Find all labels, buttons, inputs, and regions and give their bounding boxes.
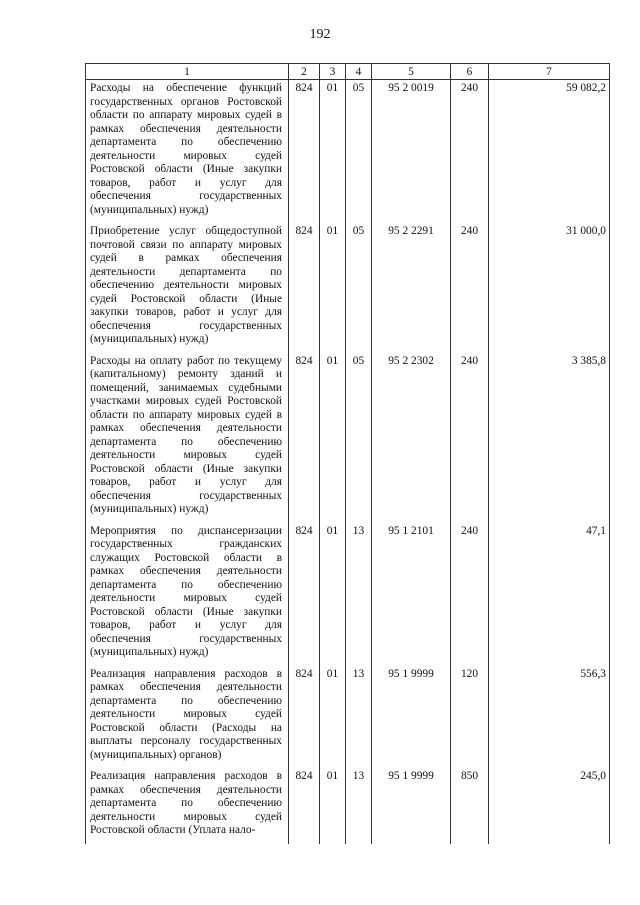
column-header-6: 6: [451, 64, 489, 80]
row-ministry-code: 824: [289, 768, 320, 844]
row-section-code: 01: [320, 523, 346, 666]
row-target-code: 95 1 9999: [372, 666, 451, 769]
table-row: [86, 768, 610, 844]
row-description: Реализация направления расходов в рамках обеспечения деятельности департамента по обеспечению деятельности мировых судей Ростовской области (Уплата нало-: [86, 768, 289, 844]
row-subsection-code: 13: [346, 523, 372, 666]
table-row: [86, 523, 610, 666]
row-expense-type-code: 240: [451, 523, 489, 666]
row-target-code: 95 1 2101: [372, 523, 451, 666]
row-amount: 31 000,0: [489, 223, 610, 353]
page-number: 192: [309, 27, 331, 42]
row-amount: 47,1: [489, 523, 610, 666]
row-target-code: 95 2 2302: [372, 353, 451, 523]
table-row: [86, 80, 610, 224]
column-header-3: 3: [320, 64, 346, 80]
row-amount: 59 082,2: [489, 80, 610, 224]
row-description: Расходы на обеспечение функций государственных органов Ростовской области по аппарату мировых судей в рамках обеспечения деятельности департамента по обеспечению деятельности мировых судей Ростовской области (Иные закупки товаров, работ и услуг для обеспечения государственных (муниципальных) нужд): [86, 80, 289, 224]
row-expense-type-code: 240: [451, 223, 489, 353]
row-description: Мероприятия по диспансеризации государственных гражданских служащих Ростовской области в рамках обеспечения деятельности департамента по обеспечению деятельности мировых судей Ростовской области (Иные закупки товаров, работ и услуг для обеспечения государственных (муниципальных) нужд): [86, 523, 289, 666]
row-expense-type-code: 120: [451, 666, 489, 769]
row-target-code: 95 1 9999: [372, 768, 451, 844]
table-row: [86, 223, 610, 353]
row-expense-type-code: 850: [451, 768, 489, 844]
row-amount: 245,0: [489, 768, 610, 844]
row-section-code: 01: [320, 80, 346, 224]
row-ministry-code: 824: [289, 353, 320, 523]
row-subsection-code: 05: [346, 80, 372, 224]
column-header-1: 1: [86, 64, 289, 80]
row-section-code: 01: [320, 353, 346, 523]
header-row: [86, 64, 610, 80]
row-ministry-code: 824: [289, 666, 320, 769]
row-subsection-code: 05: [346, 353, 372, 523]
row-subsection-code: 05: [346, 223, 372, 353]
row-description: Приобретение услуг общедоступной почтовой связи по аппарату мировых судей в рамках обеспечения деятельности департамента по обеспечению деятельности мировых судей Ростовской области (Иные закупки товаров, работ и услуг для обеспечения государственных (муниципальных) нужд): [86, 223, 289, 353]
row-amount: 3 385,8: [489, 353, 610, 523]
row-ministry-code: 824: [289, 80, 320, 224]
row-section-code: 01: [320, 666, 346, 769]
row-target-code: 95 2 2291: [372, 223, 451, 353]
row-expense-type-code: 240: [451, 353, 489, 523]
row-section-code: 01: [320, 768, 346, 844]
column-header-4: 4: [346, 64, 372, 80]
column-header-2: 2: [289, 64, 320, 80]
column-header-5: 5: [372, 64, 451, 80]
row-description: Реализация направления расходов в рамках обеспечения деятельности департамента по обеспечению деятельности мировых судей Ростовской области (Расходы на выплаты персоналу государственных (муниципальных) органов): [86, 666, 289, 769]
row-subsection-code: 13: [346, 768, 372, 844]
row-description: Расходы на оплату работ по текущему (капитальному) ремонту зданий и помещений, занимаемых судебными участками мировых судей Ростовской области по аппарату мировых судей в рамках обеспечения деятельности департамента по обеспечению деятельности мировых судей Ростовской области (Иные закупки товаров, работ и услуг для обеспечения государственных (муниципальных) нужд): [86, 353, 289, 523]
row-subsection-code: 13: [346, 666, 372, 769]
row-ministry-code: 824: [289, 523, 320, 666]
table-row: [86, 666, 610, 769]
row-ministry-code: 824: [289, 223, 320, 353]
row-target-code: 95 2 0019: [372, 80, 451, 224]
row-amount: 556,3: [489, 666, 610, 769]
row-expense-type-code: 240: [451, 80, 489, 224]
row-section-code: 01: [320, 223, 346, 353]
column-header-7: 7: [489, 64, 610, 80]
table-row: [86, 353, 610, 523]
budget-table: [85, 63, 610, 844]
